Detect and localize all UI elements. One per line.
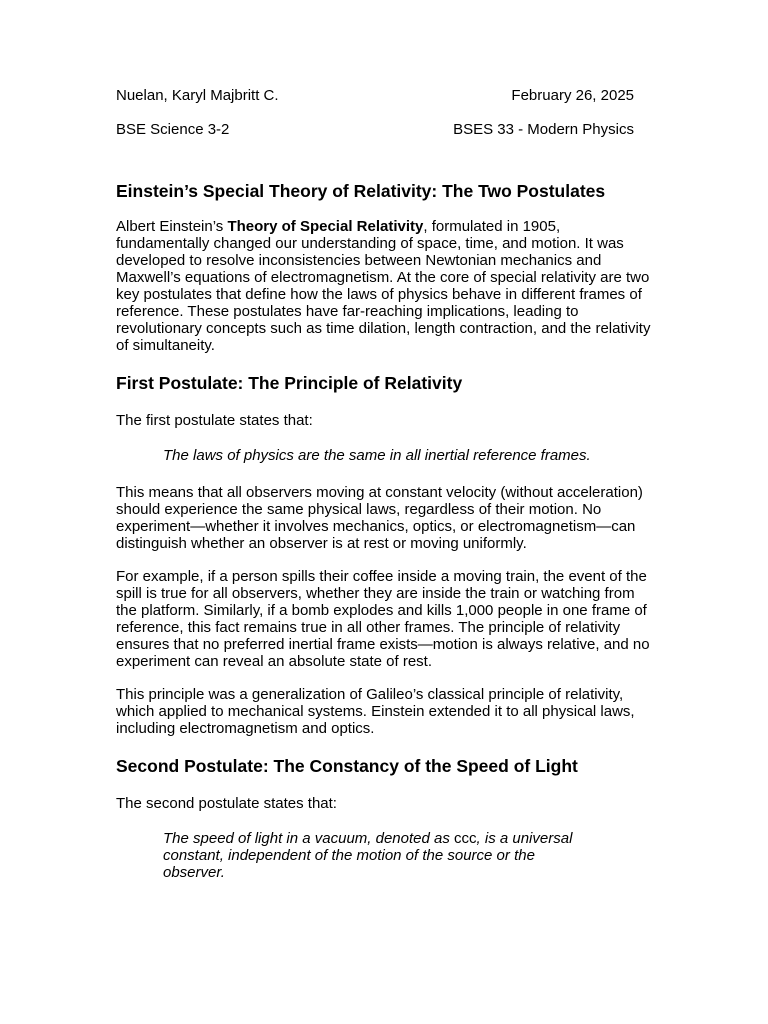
document-date: February 26, 2025 <box>511 87 634 104</box>
second-postulate-quote <box>116 830 593 881</box>
author-name: Nuelan, Karyl Majbritt C. <box>116 87 279 104</box>
intro-lead: Albert Einstein’s <box>116 218 228 235</box>
second-postulate-lead-in: The second postulate states that: <box>116 795 337 812</box>
speed-of-light-symbol: ccc <box>454 830 477 847</box>
quote-text-after: , is a universal constant, independent of the motion of the source or the observer. <box>163 830 573 881</box>
course-name: BSES 33 - Modern Physics <box>453 121 634 138</box>
first-postulate-paragraph-2: For example, if a person spills their coffee inside a moving train, the event of the spill is true for all observers, whether they are inside the train or watching from the platform. Similarly, if a bomb explodes and kills 1,000 people in one frame of reference, this fact remains true in all other frames. The principle of relativity ensures that no preferred inertial frame exists—motion is always relative, and no experiment can reveal an absolute state of rest. <box>116 568 650 670</box>
first-postulate-quote: The laws of physics are the same in all inertial reference frames. <box>163 447 591 464</box>
intro-rest: , formulated in 1905, fundamentally changed our understanding of space, time, and motion. It was developed to resolve inconsistencies between Newtonian mechanics and Maxwell’s equations of electromagnetism. At the core of special relativity are two key postulates that define how the laws of physics behave in different frames of reference. These postulates have far-reaching implications, leading to revolutionary concepts such as time dilation, length contraction, and the relativity of simultaneity. <box>116 218 651 354</box>
intro-paragraph <box>116 218 654 354</box>
second-postulate-heading: Second Postulate: The Constancy of the Speed of Light <box>116 756 578 776</box>
first-postulate-heading: First Postulate: The Principle of Relativity <box>116 373 463 393</box>
document-title: Einstein’s Special Theory of Relativity: The Two Postulates <box>116 181 606 201</box>
header-row-course <box>116 120 654 140</box>
first-postulate-lead-in: The first postulate states that: <box>116 412 313 429</box>
header-row-author <box>116 86 654 106</box>
intro-bold-term: Theory of Special Relativity <box>227 218 424 235</box>
document-page <box>116 86 654 881</box>
quote-text-before: The speed of light in a vacuum, denoted as <box>163 830 455 847</box>
first-postulate-paragraph-3: This principle was a generalization of Galileo’s classical principle of relativity, which applied to mechanical systems. Einstein extended it to all physical laws, including electromagnetism and optics. <box>116 686 635 737</box>
first-postulate-paragraph-1: This means that all observers moving at constant velocity (without acceleration) should experience the same physical laws, regardless of their motion. No experiment—whether it involves mechanics, optics, or electromagnetism—can distinguish whether an observer is at rest or moving uniformly. <box>116 484 643 552</box>
section-name: BSE Science 3-2 <box>116 121 230 138</box>
